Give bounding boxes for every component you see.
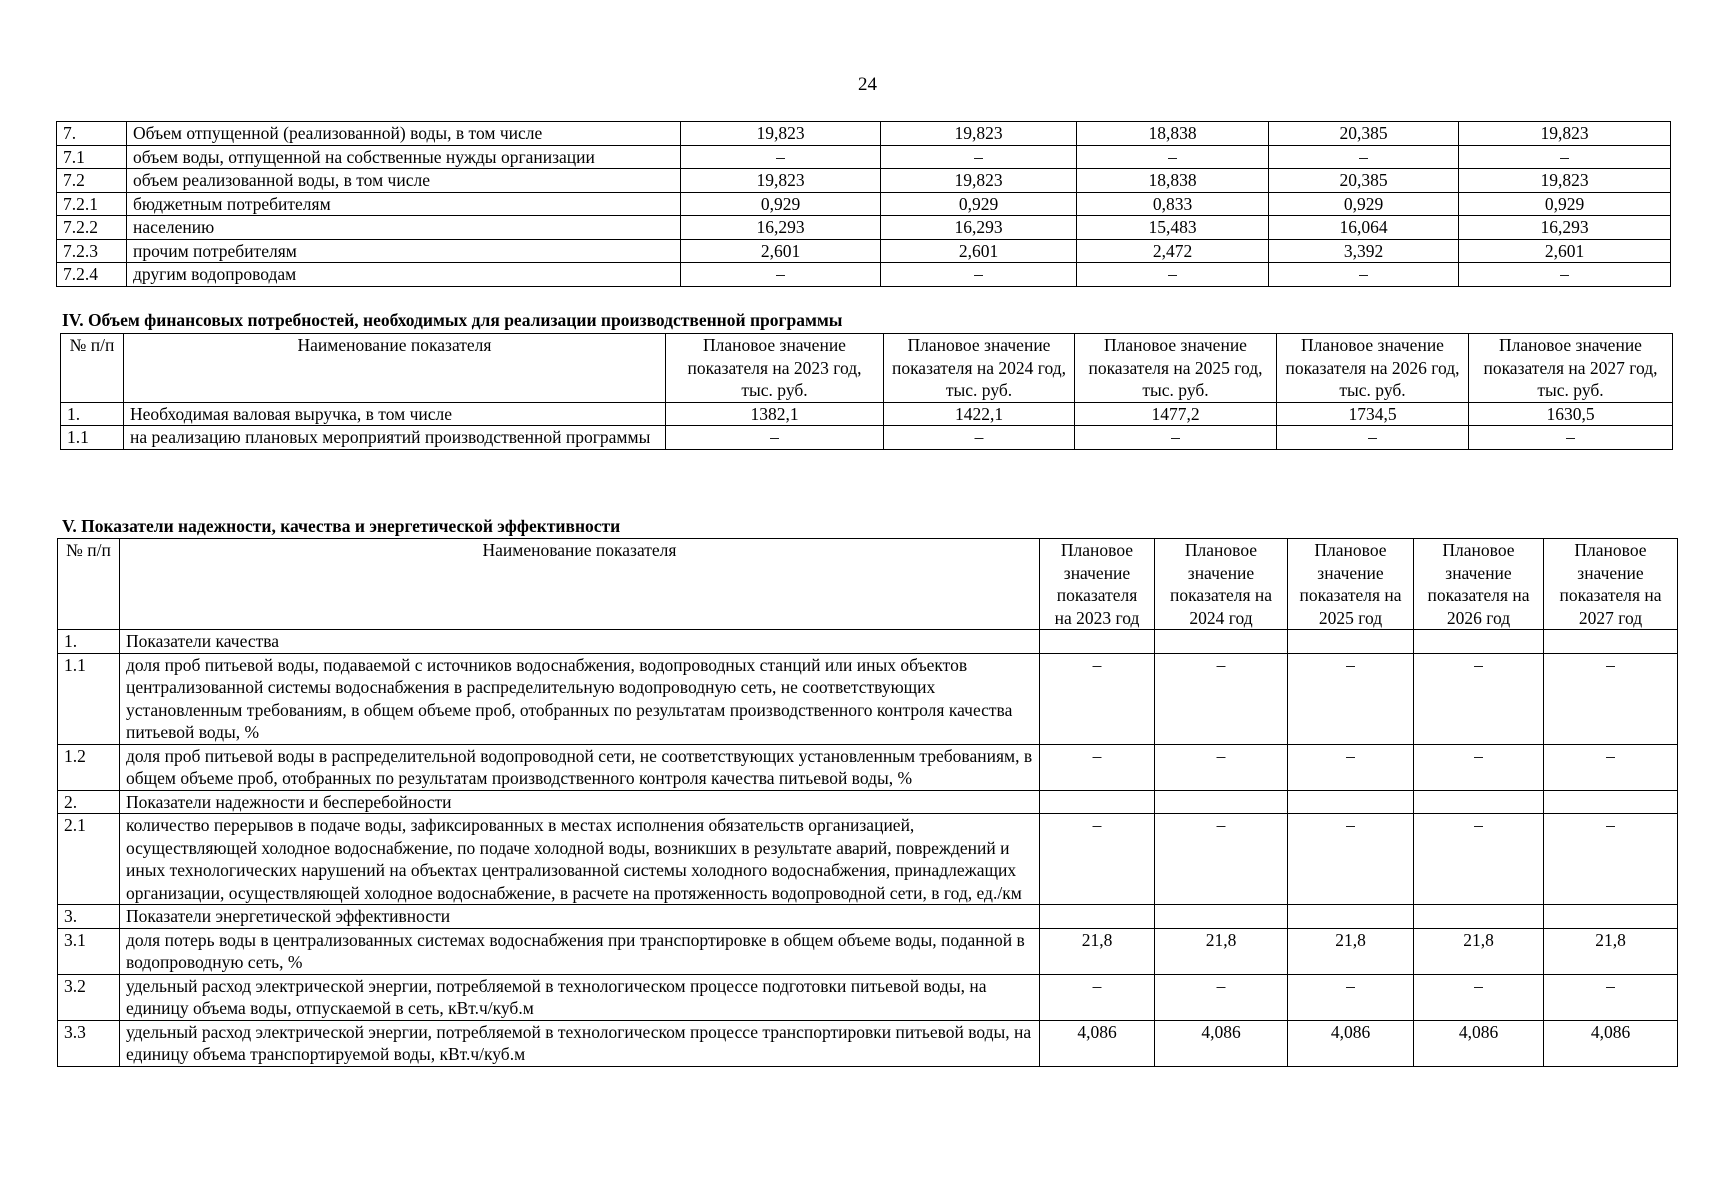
value-cell: – [1544,814,1678,905]
section-5-title: V. Показатели надежности, качества и энергетической эффективности [62,516,621,536]
value-cell: – [1155,653,1288,744]
column-header-2025: Плановое значение показателя на 2025 год [1288,539,1414,630]
value-cell: – [1077,263,1269,287]
column-header-number: № п/п [61,334,124,403]
value-cell: – [1414,744,1544,790]
value-cell: – [1075,426,1277,450]
column-header-name: Наименование показателя [120,539,1040,630]
value-cell [1414,905,1544,929]
value-cell: 18,838 [1077,169,1269,193]
value-cell: 19,823 [1459,122,1671,146]
value-cell: 0,929 [1459,192,1671,216]
value-cell: 1422,1 [884,402,1075,426]
value-cell: – [1414,974,1544,1020]
value-cell: 15,483 [1077,216,1269,240]
water-volume-table [56,121,1671,287]
row-number: 3. [58,905,120,929]
value-cell: – [681,263,881,287]
value-cell: – [681,145,881,169]
section-row [58,790,1678,814]
value-cell [1544,790,1678,814]
column-header-2023: Плановое значение показателя на 2023 год, тыс. руб. [666,334,884,403]
table-row [57,169,1671,193]
value-cell: 19,823 [681,169,881,193]
indicator-name: удельный расход электрической энергии, потребляемой в технологическом процессе подготовки питьевой воды, на единицу объема воды, отпускаемой в сеть, кВт.ч/куб.м [120,974,1040,1020]
value-cell: – [1288,974,1414,1020]
value-cell [1288,630,1414,654]
value-cell: – [1288,744,1414,790]
column-header-2024: Плановое значение показателя на 2024 год, тыс. руб. [884,334,1075,403]
value-cell: – [1459,263,1671,287]
row-number: 1. [61,402,124,426]
value-cell: 4,086 [1414,1020,1544,1066]
financial-needs-table [60,333,1673,450]
value-cell [1414,790,1544,814]
indicator-name: на реализацию плановых мероприятий производственной программы [124,426,666,450]
value-cell: 18,838 [1077,122,1269,146]
column-header-2027: Плановое значение показателя на 2027 год, тыс. руб. [1469,334,1673,403]
column-header-2026: Плановое значение показателя на 2026 год [1414,539,1544,630]
value-cell: 2,472 [1077,239,1269,263]
table-row [57,263,1671,287]
value-cell: 21,8 [1040,928,1155,974]
value-cell: 2,601 [1459,239,1671,263]
value-cell: – [884,426,1075,450]
section-row [58,905,1678,929]
row-number: 7.2.3 [57,239,127,263]
table-row [58,814,1678,905]
indicator-name: объем воды, отпущенной на собственные нужды организации [127,145,681,169]
row-number: 1.1 [61,426,124,450]
row-number: 7. [57,122,127,146]
indicator-name: прочим потребителям [127,239,681,263]
value-cell [1155,630,1288,654]
value-cell: 21,8 [1414,928,1544,974]
value-cell: 0,929 [881,192,1077,216]
value-cell: 4,086 [1155,1020,1288,1066]
value-cell: 16,293 [681,216,881,240]
indicator-name: количество перерывов в подаче воды, зафиксированных в местах исполнения обязательств организацией, осуществляющей холодное водоснабжение, по подаче холодной воды, возникших в результате аварий, повреждений и иных технологических нарушений на объектах централизованной системы холодного водоснабжения, принадлежащих организации, осуществляющей холодное водоснабжение, в расчете на протяженность водопроводной сети, в год, ед./км [120,814,1040,905]
value-cell: – [1040,974,1155,1020]
value-cell: 16,293 [881,216,1077,240]
value-cell: 21,8 [1544,928,1678,974]
table-row [58,974,1678,1020]
value-cell: 19,823 [881,169,1077,193]
value-cell: 20,385 [1269,122,1459,146]
column-header-2024: Плановое значение показателя на 2024 год [1155,539,1288,630]
row-number: 3.3 [58,1020,120,1066]
row-number: 7.2 [57,169,127,193]
table-row [61,426,1673,450]
column-header-2026: Плановое значение показателя на 2026 год, тыс. руб. [1277,334,1469,403]
value-cell: – [1414,653,1544,744]
value-cell: – [666,426,884,450]
value-cell: 0,929 [681,192,881,216]
row-number: 7.1 [57,145,127,169]
indicator-name: Объем отпущенной (реализованной) воды, в том числе [127,122,681,146]
table-row [57,216,1671,240]
table-row [58,744,1678,790]
indicator-name: доля проб питьевой воды в распределительной водопроводной сети, не соответствующих установленным требованиям, в общем объеме проб, отобранных по результатам производственного контроля качества питьевой воды, % [120,744,1040,790]
value-cell: 16,293 [1459,216,1671,240]
value-cell: 20,385 [1269,169,1459,193]
column-header-2027: Плановое значение показателя на 2027 год [1544,539,1678,630]
value-cell: 0,833 [1077,192,1269,216]
value-cell: – [1077,145,1269,169]
value-cell: – [1288,814,1414,905]
value-cell: 1734,5 [1277,402,1469,426]
column-header-name: Наименование показателя [124,334,666,403]
value-cell [1288,790,1414,814]
row-number: 2.1 [58,814,120,905]
value-cell [1155,790,1288,814]
row-number: 3.1 [58,928,120,974]
value-cell [1040,905,1155,929]
value-cell: – [1269,145,1459,169]
column-header-2023: Плановое значение показателя на 2023 год [1040,539,1155,630]
table-header-row [58,539,1678,630]
table-row [58,653,1678,744]
value-cell: 1477,2 [1075,402,1277,426]
indicator-name: Необходимая валовая выручка, в том числе [124,402,666,426]
value-cell [1040,790,1155,814]
row-number: 1. [58,630,120,654]
value-cell: – [1544,653,1678,744]
row-number: 1.2 [58,744,120,790]
value-cell [1040,630,1155,654]
page-number: 24 [858,74,877,95]
indicator-name: Показатели энергетической эффективности [120,905,1040,929]
value-cell: – [1277,426,1469,450]
table-row [61,402,1673,426]
row-number: 7.2.1 [57,192,127,216]
indicator-name: другим водопроводам [127,263,681,287]
indicator-name: удельный расход электрической энергии, потребляемой в технологическом процессе транспортировки питьевой воды, на единицу объема транспортируемой воды, кВт.ч/куб.м [120,1020,1040,1066]
value-cell: 4,086 [1040,1020,1155,1066]
value-cell: – [1155,744,1288,790]
row-number: 3.2 [58,974,120,1020]
value-cell: 19,823 [881,122,1077,146]
value-cell: – [1544,974,1678,1020]
indicator-name: бюджетным потребителям [127,192,681,216]
indicator-name: населению [127,216,681,240]
table-row [57,192,1671,216]
value-cell [1544,630,1678,654]
value-cell: – [1155,814,1288,905]
indicator-name: доля проб питьевой воды, подаваемой с источников водоснабжения, водопроводных станций или иных объектов централизованной системы водоснабжения в распределительную водопроводную сеть, не соответствующих установленным требованиям, в общем объеме проб, отобранных по результатам производственного контроля качества питьевой воды, % [120,653,1040,744]
value-cell [1544,905,1678,929]
value-cell: – [1155,974,1288,1020]
value-cell: – [881,145,1077,169]
value-cell: 1630,5 [1469,402,1673,426]
value-cell: 1382,1 [666,402,884,426]
column-header-number: № п/п [58,539,120,630]
value-cell: 2,601 [681,239,881,263]
value-cell: 21,8 [1155,928,1288,974]
table-header-row [61,334,1673,403]
value-cell [1155,905,1288,929]
row-number: 1.1 [58,653,120,744]
value-cell: 4,086 [1544,1020,1678,1066]
value-cell [1414,630,1544,654]
value-cell: 3,392 [1269,239,1459,263]
value-cell: – [1269,263,1459,287]
value-cell: 19,823 [681,122,881,146]
value-cell: – [1544,744,1678,790]
indicator-name: Показатели надежности и бесперебойности [120,790,1040,814]
value-cell [1288,905,1414,929]
reliability-quality-table [57,538,1678,1067]
table-row [58,1020,1678,1066]
table-row [58,928,1678,974]
value-cell: – [1040,653,1155,744]
value-cell: – [881,263,1077,287]
value-cell: – [1040,744,1155,790]
value-cell: 0,929 [1269,192,1459,216]
value-cell: – [1469,426,1673,450]
row-number: 2. [58,790,120,814]
section-4-title: IV. Объем финансовых потребностей, необходимых для реализации производственной программы [62,310,843,330]
section-row [58,630,1678,654]
value-cell: 4,086 [1288,1020,1414,1066]
value-cell: 16,064 [1269,216,1459,240]
indicator-name: доля потерь воды в централизованных системах водоснабжения при транспортировке в общем объеме воды, поданной в водопроводную сеть, % [120,928,1040,974]
table-row [57,145,1671,169]
value-cell: – [1040,814,1155,905]
value-cell: 21,8 [1288,928,1414,974]
table-row [57,122,1671,146]
value-cell: – [1459,145,1671,169]
value-cell: – [1288,653,1414,744]
value-cell: – [1414,814,1544,905]
indicator-name: объем реализованной воды, в том числе [127,169,681,193]
value-cell: 2,601 [881,239,1077,263]
column-header-2025: Плановое значение показателя на 2025 год, тыс. руб. [1075,334,1277,403]
row-number: 7.2.2 [57,216,127,240]
table-row [57,239,1671,263]
value-cell: 19,823 [1459,169,1671,193]
indicator-name: Показатели качества [120,630,1040,654]
row-number: 7.2.4 [57,263,127,287]
